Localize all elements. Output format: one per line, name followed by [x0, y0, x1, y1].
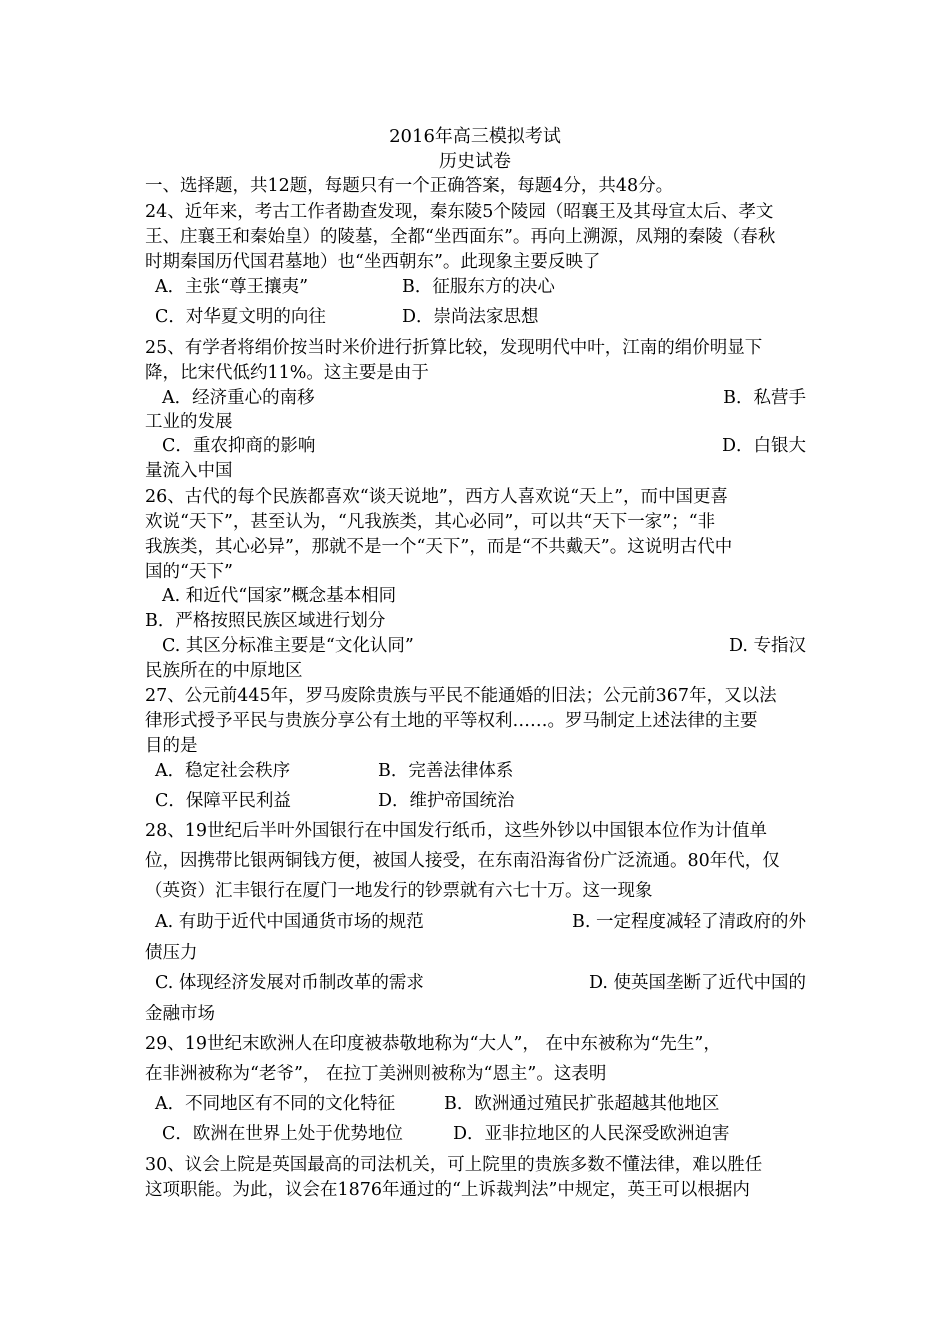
q24-option-c: C．对华夏文明的向往 [155, 307, 326, 327]
q27-option-a: A．稳定社会秩序 [155, 761, 291, 781]
q28-option-c: C. 体现经济发展对币制改革的需求 [155, 973, 424, 993]
question-24-line-2: 王、庄襄王和秦始皇）的陵墓，全都“坐西面东”。再向上溯源，凤翔的秦陵（春秋 [145, 227, 776, 247]
q29-option-c: C．欧洲在世界上处于优势地位 [162, 1124, 403, 1144]
q25-option-d-continued: 量流入中国 [145, 461, 233, 481]
question-27-line-3: 目的是 [145, 736, 198, 756]
q28-option-d-continued: 金融市场 [145, 1004, 215, 1024]
q29-option-a: A．不同地区有不同的文化特征 [155, 1094, 396, 1114]
question-28-line-2: 位，因携带比银两铜钱方便，被国人接受，在东南沿海省份广泛流通。80年代，仅 [145, 851, 780, 871]
question-25-line-1: 25、有学者将绢价按当时米价进行折算比较，发现明代中叶，江南的绢价明显下 [145, 338, 763, 358]
question-29-line-1: 29、19世纪末欧洲人在印度被恭敬地称为“大人”， 在中东被称为“先生”， [145, 1034, 721, 1054]
q24-option-b: B．征服东方的决心 [402, 277, 555, 297]
exam-title: 2016年高三模拟考试 [389, 126, 561, 147]
question-24-line-1: 24、近年来，考古工作者勘查发现，秦东陵5个陵园（昭襄王及其母宣太后、孝文 [145, 202, 774, 222]
q24-option-d: D．崇尚法家思想 [402, 307, 539, 327]
q28-option-b-continued: 债压力 [145, 943, 198, 963]
exam-subtitle: 历史试卷 [439, 151, 511, 172]
q27-option-d: D．维护帝国统治 [378, 791, 515, 811]
q26-option-c: C. 其区分标准主要是“文化认同” [162, 636, 414, 656]
q28-option-d: D. 使英国垄断了近代中国的 [588, 973, 806, 993]
q25-option-b: B．私营手 [723, 388, 806, 408]
q25-option-c: C．重农抑商的影响 [162, 436, 316, 456]
section-heading: 一、选择题，共12题，每题只有一个正确答案，每题4分，共48分。 [145, 176, 674, 196]
q28-option-a: A. 有助于近代中国通货市场的规范 [155, 912, 424, 932]
q26-option-d: D. 专指汉 [728, 636, 806, 656]
question-26-line-3: 我族类，其心必异”，那就不是一个“天下”，而是“不共戴天”。这说明古代中 [145, 537, 733, 557]
q29-option-d: D．亚非拉地区的人民深受欧洲迫害 [453, 1124, 730, 1144]
question-28-line-1: 28、19世纪后半叶外国银行在中国发行纸币，这些外钞以中国银本位作为计值单 [145, 821, 768, 841]
q28-option-b: B. 一定程度减轻了清政府的外 [572, 912, 806, 932]
q27-option-c: C．保障平民利益 [155, 791, 291, 811]
q24-option-a: A．主张“尊王攘夷” [155, 277, 309, 297]
question-25-line-2: 降，比宋代低约11%。这主要是由于 [145, 363, 429, 383]
question-27-line-1: 27、公元前445年，罗马废除贵族与平民不能通婚的旧法；公元前367年，又以法 [145, 686, 777, 706]
question-26-line-2: 欢说“天下”，甚至认为，“凡我族类，其心必同”，可以共“天下一家”；“非 [145, 512, 716, 532]
question-27-line-2: 律形式授予平民与贵族分享公有土地的平等权利……。罗马制定上述法律的主要 [145, 711, 758, 731]
q25-option-d: D．白银大 [721, 436, 806, 456]
question-24-line-3: 时期秦国历代国君墓地）也“坐西朝东”。此现象主要反映了 [145, 252, 601, 272]
q26-option-a: A. 和近代“国家”概念基本相同 [162, 586, 397, 606]
q29-option-b: B．欧洲通过殖民扩张超越其他地区 [444, 1094, 720, 1114]
q26-option-d-continued: 民族所在的中原地区 [145, 661, 303, 681]
q26-option-b: B．严格按照民族区域进行划分 [145, 611, 386, 631]
question-30-line-2: 这项职能。为此，议会在1876年通过的“上诉裁判法”中规定，英王可以根据内 [145, 1180, 750, 1200]
q25-option-b-continued: 工业的发展 [145, 412, 233, 432]
q27-option-b: B．完善法律体系 [378, 761, 514, 781]
question-26-line-1: 26、古代的每个民族都喜欢“谈天说地”，西方人喜欢说“天上”，而中国更喜 [145, 487, 729, 507]
question-29-line-2: 在非洲被称为“老爷”， 在拉丁美洲则被称为“恩主”。这表明 [145, 1064, 607, 1084]
question-26-line-4: 国的“天下” [145, 562, 233, 582]
question-30-line-1: 30、议会上院是英国最高的司法机关，可上院里的贵族多数不懂法律，难以胜任 [145, 1155, 763, 1175]
question-28-line-3: （英资）汇丰银行在厦门一地发行的钞票就有六七十万。这一现象 [145, 881, 653, 901]
q25-option-a: A．经济重心的南移 [162, 388, 315, 408]
